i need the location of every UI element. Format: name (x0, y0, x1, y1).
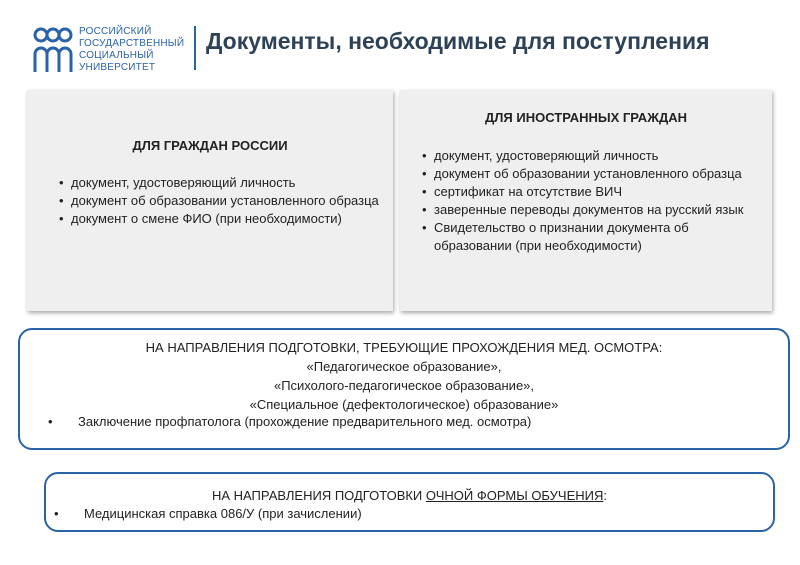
medical-exam-box (18, 328, 790, 450)
list-item: • документ о смене ФИО (при необходимости) (57, 210, 387, 228)
bullet: • (48, 414, 53, 429)
foreign-citizens-list (420, 147, 765, 255)
list-item: • документ об образовании установленного образца (420, 165, 765, 183)
full-time-heading-prefix: НА НАПРАВЛЕНИЯ ПОДГОТОВКИ (211, 488, 426, 503)
program-item: «Педагогическое образование», (306, 359, 502, 374)
russian-citizens-panel (27, 90, 393, 311)
foreign-citizens-heading: ДЛЯ ИНОСТРАННЫХ ГРАЖДАН (485, 110, 687, 125)
list-item: • сертификат на отсутствие ВИЧ (420, 183, 765, 201)
list-item: • заверенные переводы документов на русский язык (420, 201, 765, 219)
logo-line: УНИВЕРСИТЕТ (79, 62, 156, 73)
logo-text (79, 26, 184, 74)
medical-exam-item-text: Заключение профпатолога (прохождение предварительного мед. осмотра) (78, 414, 532, 429)
list-item: • Свидетельство о признании документа об образовании (при необходимости) (420, 219, 765, 255)
program-item: «Специальное (дефектологическое) образование» (249, 397, 559, 412)
university-logo (32, 26, 185, 74)
list-item: • документ, удостоверяющий личность (57, 174, 387, 192)
medical-exam-heading: НА НАПРАВЛЕНИЯ ПОДГОТОВКИ, ТРЕБУЮЩИЕ ПРОХОЖДЕНИЯ МЕД. ОСМОТРА: (145, 340, 663, 355)
people-emblem-icon (32, 26, 74, 74)
list-item: • документ об образовании установленного образца (57, 192, 387, 210)
list-item: • документ, удостоверяющий личность (420, 147, 765, 165)
full-time-item (54, 506, 362, 521)
program-item: «Психолого-педагогическое образование», (273, 378, 535, 393)
russian-citizens-list (57, 174, 387, 228)
full-time-box (44, 472, 775, 532)
medical-exam-item (48, 414, 531, 429)
full-time-heading-underlined: ОЧНОЙ ФОРМЫ ОБУЧЕНИЯ (425, 488, 604, 503)
page-title: Документы, необходимые для поступления (206, 28, 710, 54)
header-divider (194, 26, 196, 70)
logo-line: РОССИЙСКИЙ (79, 26, 152, 37)
russian-citizens-heading: ДЛЯ ГРАЖДАН РОССИИ (132, 138, 288, 153)
foreign-citizens-panel (400, 90, 772, 311)
full-time-heading-suffix: : (603, 488, 608, 503)
full-time-heading (46, 486, 773, 505)
logo-line: СОЦИАЛЬНЫЙ (79, 50, 154, 61)
bullet: • (54, 506, 59, 521)
logo-line: ГОСУДАРСТВЕННЫЙ (79, 38, 185, 49)
full-time-item-text: Медицинская справка 086/У (при зачислении) (84, 506, 362, 521)
